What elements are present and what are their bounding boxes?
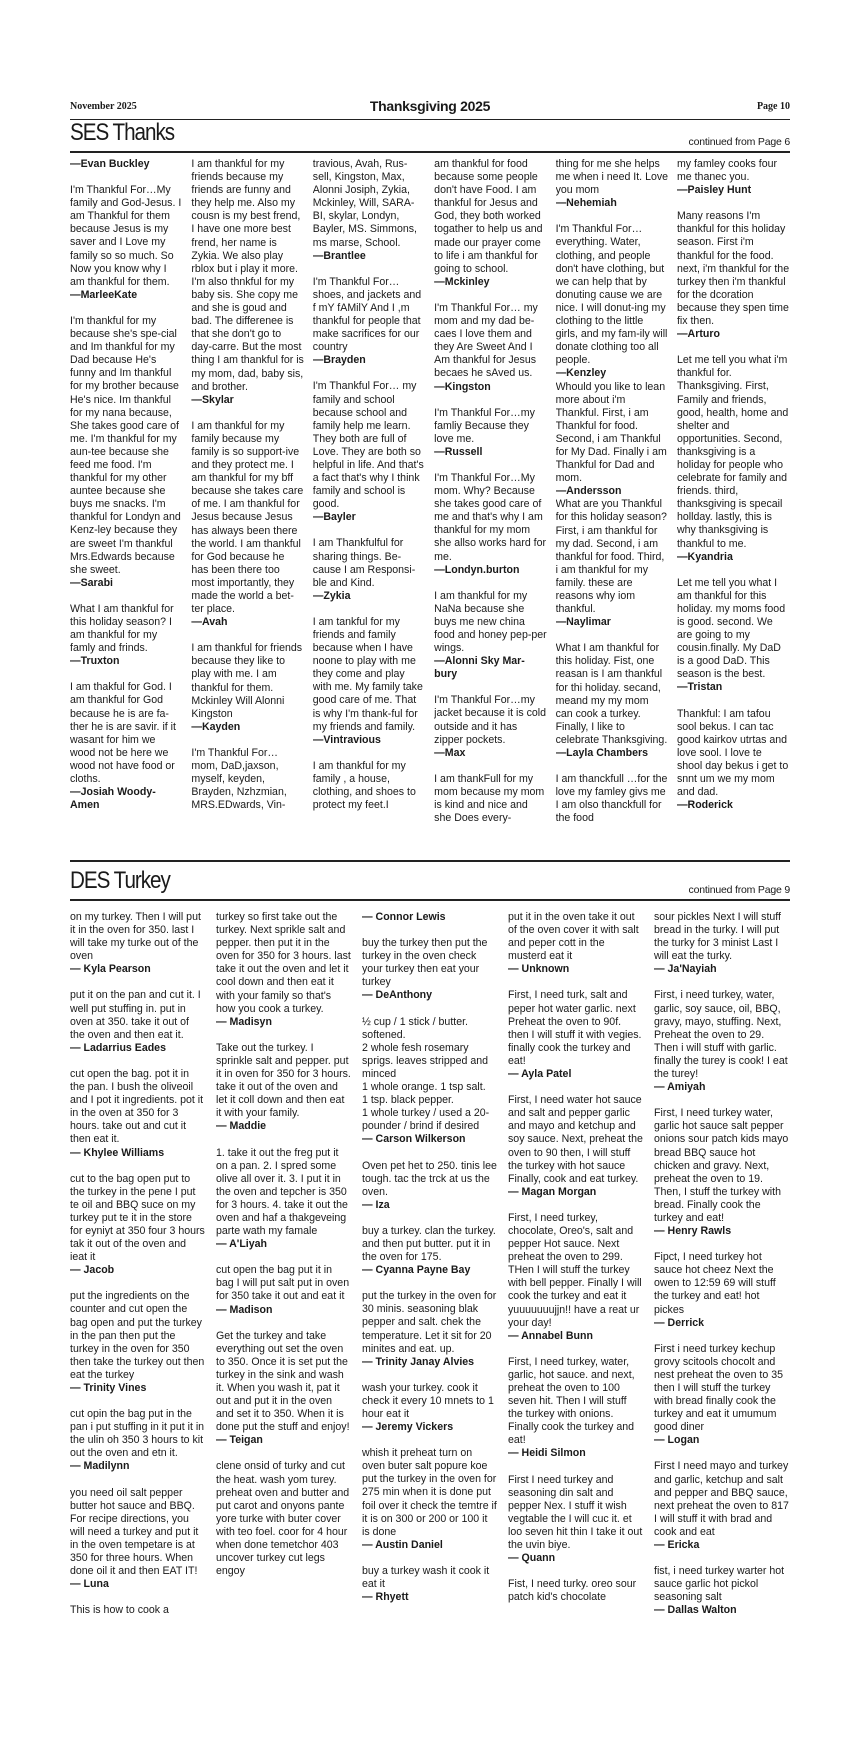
- entry-text: First, I need turkey water, garlic hot sauce salt pepper onions sour patch kids mayo bread BBQ sauce hot chicken and gravy. Next, preheat the oven to 19. Then, I stuff the turkey with bread. Finally cook the turkey and eat!: [654, 1107, 789, 1224]
- author-signature: —MarleeKate: [70, 288, 138, 301]
- author-signature: —Londyn.burton: [434, 563, 520, 576]
- des-title-divider: [70, 899, 790, 901]
- letter-entry: [70, 1290, 206, 1395]
- entry-text: I'm Thankful For… mom, DaD,jaxson, myself, keyden, Brayden, Nzhzmian, MRS.EDwards, Vin-: [191, 746, 287, 812]
- entry-text: you need oil salt pepper butter hot sauce and BBQ. For recipe directions, you will need a turkey and put it in the oven tempetare is at 350 for three hours. When done oil it and then EAT IT!: [70, 1486, 199, 1578]
- author-signature: —Bayler: [312, 511, 356, 524]
- letter-entry: [434, 302, 547, 394]
- letter-entry: [313, 276, 426, 368]
- author-signature: — Carson Wilkerson: [362, 1133, 466, 1146]
- author-signature: —Skylar: [191, 393, 234, 406]
- letter-entry: [654, 1460, 790, 1552]
- author-signature: —Truxton: [70, 655, 120, 668]
- page-number: Page 10: [756, 101, 790, 112]
- author-signature: —Russell: [434, 445, 483, 458]
- letter-entry: [70, 184, 183, 302]
- author-signature: — Logan: [654, 1434, 700, 1447]
- letter-entry: [70, 1068, 206, 1160]
- letter-entry: [362, 937, 498, 1002]
- letter-entry: [70, 1604, 206, 1617]
- entry-text: ½ cup / 1 stick / butter. softened. 2 whole fesh rosemary sprigs. leaves stripped and minced 1 whole orange. 1 tsp salt. 1 tsp. black pepper. 1 whole turkey / used a 20-pounder / brind if desired: [362, 1015, 490, 1133]
- author-signature: — Luna: [70, 1578, 109, 1591]
- entry-text: I'm Thankful For… my mom and my dad be-caes I love them and they Are Sweet And I Am thankful for Jesus becaes he sAved us.: [434, 301, 538, 380]
- author-signature: — DeAnthony: [362, 989, 433, 1002]
- entry-text: wash your turkey. cook it check it every 10 mnets to 1 hour eat it: [362, 1381, 494, 1420]
- letter-entry: [70, 989, 206, 1054]
- letter-entry: [313, 380, 426, 524]
- author-signature: —Kayden: [191, 720, 241, 733]
- entry-text: put it on the pan and cut it. I well put stuffing in. put in oven at 350. take it out of the oven and then eat it.: [70, 989, 201, 1041]
- entry-text: I am thankFull for my mom because my mom is kind and nice and she Does every-: [434, 772, 545, 825]
- author-signature: — Amiyah: [654, 1081, 706, 1094]
- letter-entry: [508, 1212, 644, 1343]
- letter-entry: [677, 577, 790, 695]
- author-signature: —Sarabi: [70, 576, 113, 589]
- letter-entry: [216, 1147, 352, 1252]
- author-signature: — Jacob: [70, 1264, 115, 1277]
- entry-text: buy the turkey then put the turkey in the oven check your turkey then eat your turkey: [362, 937, 488, 989]
- entry-text: fist, i need turkey warter hot sauce garlic hot pickol seasoning salt: [654, 1565, 785, 1604]
- ses-column-1: [70, 158, 183, 860]
- letter-entry: [654, 911, 790, 976]
- letter-entry: [434, 694, 547, 759]
- letter-entry: [70, 158, 183, 171]
- ses-columns: [70, 158, 790, 860]
- entry-text: put it in the oven take it out of the oven cover it with salt and peper cott in the musterd eat it: [508, 911, 639, 963]
- des-column-2: [216, 911, 352, 1671]
- author-signature: —Tristan: [676, 681, 723, 694]
- entry-text: First I need turkey and seasoning din salt and pepper Nex. I stuff it wish vegtable the I will cuc it. et loo seven hit thin I take it out the uvin biye.: [508, 1473, 643, 1552]
- letter-entry: [508, 1474, 644, 1566]
- letter-entry: [70, 1408, 206, 1473]
- author-signature: — Dallas Walton: [654, 1604, 737, 1617]
- entry-text: I am thakful for God. I am thankful for God because he is are fa-ther he is are savir. if it wasant for him we wood not be here we wood not have food or cloths.: [70, 681, 176, 786]
- letter-entry: [508, 1094, 644, 1199]
- entry-text: First, i need turkey, water, garlic, soy sauce, oil, BBQ, gravy, mayo, stuffing. Next, Preheat the oven to 29. Then i will stuff with garlic. finally the turey is cook! I eat the turey!: [654, 989, 788, 1081]
- entry-text: I'm Thankful For… my family and school because school and family help me learn. They both are full of Love. They are both so helpful in life. And that's a fact that's why I think family and school is good.: [312, 380, 424, 511]
- letter-entry: [70, 1173, 206, 1278]
- author-signature: —Andersson: [555, 485, 622, 498]
- letter-entry: [434, 472, 547, 577]
- letter-entry: [654, 1343, 790, 1448]
- entry-text: First i need turkey kechup grovy scitools chocolt and nest preheat the oven to 35 then I will stuff the turkey with bread finally cook the turkey and eat it umumum good diner: [654, 1342, 783, 1434]
- author-signature: —Max: [434, 746, 466, 759]
- author-signature: — Ayla Patel: [508, 1068, 572, 1081]
- des-section-title: DES Turkey: [70, 867, 170, 894]
- author-signature: — Trinity Janay Alvies: [362, 1355, 475, 1368]
- letter-entry: [70, 603, 183, 668]
- ses-title-divider: [70, 151, 790, 153]
- author-signature: —Zykia: [312, 589, 351, 602]
- letter-entry: [362, 1016, 498, 1147]
- letter-entry: [434, 158, 547, 289]
- author-signature: —Roderick: [676, 799, 733, 812]
- entry-text: First, I need turkey, water, garlic, hot sauce. and next, preheat the oven to 100 seven hit. Then I will stuff the turkey with onions. Finally cook the turkey and eat!: [508, 1355, 635, 1447]
- letter-entry: [677, 210, 790, 341]
- entry-text: Get the turkey and take everything out set the oven to 350. Once it is set put the turkey in the sink and wash it. When you wash it, pat it out and put it in the oven and set it to 350. When it is done put the stuff and enjoy!: [216, 1329, 350, 1434]
- ses-column-2: [191, 158, 304, 860]
- author-signature: — Rhyett: [362, 1591, 409, 1604]
- entry-text: Thankful: I am tafou sool bekus. I can tac good kairkov utrtas and love sool. I love te shool day bekus i get to snnt um we my mom and dad.: [676, 707, 789, 799]
- ses-column-5: [556, 158, 669, 860]
- entry-text: whish it preheat turn on oven buter salt popure koe put the turkey in the oven for 275 min when it is done put foil over it check the temtre if it is on 300 or 200 or 100 it is done: [362, 1447, 497, 1538]
- entry-text: I'm Thankful For…my famliy Because they love me.: [434, 406, 535, 445]
- section-divider: [70, 860, 790, 862]
- author-signature: — Quann: [508, 1552, 556, 1565]
- page-header: [70, 98, 790, 118]
- author-signature: — Connor Lewis: [362, 911, 446, 923]
- author-signature: — Magan Morgan: [508, 1185, 597, 1198]
- letter-entry: [191, 420, 304, 630]
- author-signature: — Unknown: [508, 963, 570, 976]
- entry-text: cut opin the bag put in the pan i put stuffing in it put it in the ulin oh 350 3 hours to kit out the oven and etn it.: [70, 1408, 205, 1460]
- letter-entry: [654, 1565, 790, 1617]
- entry-text: cut open the bag. pot it in the pan. I bush the oliveoil and I pot it ingredients. pot it in the oven at 350 for 3 hours. take out and cut it then eat it.: [70, 1067, 204, 1146]
- author-signature: — Khylee Williams: [70, 1146, 165, 1159]
- letter-entry: [191, 747, 304, 812]
- entry-text: Let me tell you what I am thankful for this holiday. my moms food is good. second. We are going to my cousin.finally. My DaD is a good DaD. This season is the best.: [676, 576, 786, 681]
- entry-text: put the ingredients on the counter and cut open the bag open and put the turkey in the pan then put the turkey in the oven for 350 then take the turkey out then eat the turkey: [70, 1290, 205, 1381]
- letter-entry: [70, 1487, 206, 1592]
- ses-continued-note: continued from Page 6: [688, 136, 790, 148]
- entry-text: I'm Thankful For…My family and God-Jesus. I am Thankful for them because Jesus is my saver and I Love my family so so much. So Now you know why I am thankful for them.: [70, 184, 182, 288]
- letter-entry: [216, 911, 352, 1029]
- entry-text: I'm Thankful For… everything. Water, clothing, and people don't have clothing, but we can help that by donuting cause we are nice. I will donut-ing my clothing to the little girls, and my fam-ily will donate clothing too all people.: [555, 223, 668, 367]
- entry-text: Fipct, I need turkey hot sauce hot cheez Next the owen to 12:59 69 will stuff the turkey and eat! hot pickes: [654, 1251, 776, 1316]
- letter-entry: [654, 1251, 790, 1330]
- letter-entry: [677, 158, 790, 197]
- letter-entry: [508, 1578, 644, 1604]
- entry-text: Fist, I need turky. oreo sour patch kid's chocolate: [508, 1578, 637, 1604]
- entry-text: Many reasons I'm thankful for this holiday season. First i'm thankful for the food. next, i'm thankful for the turkey then i'm thankful for the dcoration because they spen time fix then.: [676, 210, 790, 328]
- entry-text: buy a turkey wash it cook it eat it: [362, 1564, 490, 1591]
- author-signature: — A'Liyah: [216, 1238, 267, 1251]
- newspaper-section-title: Thanksgiving 2025: [369, 98, 491, 114]
- author-signature: — Ja'Nayiah: [654, 963, 717, 976]
- author-signature: —Avah: [191, 616, 228, 629]
- author-signature: — Trinity Vines: [70, 1382, 147, 1394]
- letter-entry: [362, 911, 498, 924]
- author-signature: — Kyla Pearson: [70, 963, 151, 976]
- author-signature: — Derrick: [654, 1316, 705, 1329]
- letter-entry: [508, 989, 644, 1081]
- author-signature: — Heidi Silmon: [508, 1447, 586, 1460]
- author-signature: —Paisley Hunt: [676, 184, 752, 197]
- author-signature: —Brayden: [312, 354, 366, 367]
- letter-entry: [556, 223, 669, 380]
- author-signature: —Layla Chambers: [555, 747, 648, 760]
- letter-entry: [556, 158, 669, 210]
- author-signature: — Madisyn: [216, 1015, 272, 1028]
- des-column-5: [654, 911, 790, 1671]
- letter-entry: [362, 1160, 498, 1212]
- author-signature: — Maddie: [216, 1120, 267, 1133]
- author-signature: —Josiah Woody-Amen: [70, 786, 156, 812]
- des-column-3: [362, 911, 498, 1671]
- ses-column-4: [434, 158, 547, 860]
- entry-text: cut open the bag put it in bag I will put salt put in oven for 350 take it out and eat it: [216, 1264, 350, 1303]
- entry-text: Take out the turkey. I sprinkle salt and pepper. put it in oven for 350 for 3 hours. take it out of the oven and let it coll down and then eat it with your family.: [216, 1041, 351, 1120]
- entry-text: What I am thankful for this holiday season? I am thankful for my famly and frinds.: [70, 602, 174, 655]
- letter-entry: [434, 773, 547, 825]
- entry-text: This is how to cook a: [70, 1604, 169, 1617]
- author-signature: —Evan Buckley: [70, 158, 150, 170]
- entry-text: I am tankful for my friends and family because when I have noone to play with me they come and play with me. My family take good care of me. That is why I'm thank-ful for my friends and family.: [312, 615, 423, 733]
- letter-entry: [70, 315, 183, 590]
- letter-entry: [556, 773, 669, 825]
- letter-entry: [556, 642, 669, 760]
- letter-entry: [216, 1330, 352, 1448]
- entry-text: First, I need water hot sauce and salt and pepper garlic and mayo and ketchup and soy sauce. Next, preheat the oven to 90 then, I will stuff the turkey with hot sauce Finally, cook and eat turkey.: [508, 1094, 643, 1185]
- author-signature: — Teigan: [216, 1434, 263, 1447]
- author-signature: — Jeremy Vickers: [362, 1421, 454, 1434]
- entry-text: I'm Thankful For… shoes, and jackets and f mY fAMilY And I ,m thankful for people that make sacrifices for our country: [312, 275, 422, 354]
- entry-text: I am thanckfull …for the love my famley givs me I am olso thanckfull for the food: [555, 773, 668, 825]
- letter-entry: [677, 354, 790, 564]
- ses-section-title: SES Thanks: [70, 119, 175, 146]
- author-signature: —Alonni Sky Mar-bury: [434, 655, 525, 681]
- ses-column-6: [677, 158, 790, 860]
- author-signature: — Austin Daniel: [362, 1538, 443, 1551]
- letter-entry: [434, 407, 547, 459]
- author-signature: — Henry Rawls: [654, 1225, 732, 1238]
- des-column-1: [70, 911, 206, 1671]
- entry-text: I am Thankfulful for sharing things. Be-cause I am Responsi-ble and Kind.: [312, 537, 416, 589]
- author-signature: —Nehemiah: [555, 197, 617, 210]
- letter-entry: [70, 681, 183, 812]
- entry-text: I am thankful for my NaNa because she buys me new china food and honey pep-per wings.: [434, 589, 547, 655]
- author-signature: —Naylimar: [555, 616, 611, 629]
- entry-text: First, I need turk, salt and peper hot water garlic. next Preheat the oven to 90f. then I will stuff it with vegies. finally cook the turkey and eat!: [508, 989, 642, 1067]
- author-signature: — Iza: [362, 1198, 390, 1211]
- des-columns: [70, 911, 790, 1671]
- entry-text: on my turkey. Then I will put it in the oven for 350. last I will take my turke out of the oven: [70, 911, 201, 963]
- author-signature: — Annabel Bunn: [508, 1329, 593, 1342]
- entry-text: I am thankful for my friends because my friends are funny and they help me. Also my cousn is my best frend, I have one more best frend, her name is Zykia. We also play rblox but i play it more. I'm also thnkful for my baby sis. She copy me and she is goud and bad. The differenee is that she don't go to day-carre. But the most thing I am thankful for is my mom, dad, baby sis, and brother.: [191, 158, 304, 393]
- entry-text: I am thankful for my family because my family is so support-ive and they protect me. I am thankful for my bff because she takes care of me. I am thankful for Jesus because Jesus has always been there the world. I am thankful for God because he has been there too most importantly, they made the world a bet-ter place.: [191, 419, 304, 616]
- letter-entry: [216, 1042, 352, 1134]
- letter-entry: [70, 911, 206, 976]
- author-signature: — Ericka: [654, 1539, 700, 1552]
- entry-text: my famley cooks four me thanec you.: [676, 158, 778, 184]
- letter-entry: [508, 911, 644, 976]
- author-signature: — Madilynn: [70, 1460, 130, 1473]
- header-divider: [70, 119, 790, 120]
- author-signature: — Madison: [216, 1303, 273, 1316]
- entry-text: First, I need turkey, chocolate, Oreo's, salt and pepper Hot sauce. Next preheat the oven to 299. THen I will stuff the turkey with bell pepper. Finally I will cook the turkey and eat it yuuuuuuujjn!! have a reat ur your day!: [508, 1211, 642, 1329]
- entry-text: Let me tell you what i'm thankful for. Thanksgiving. First, Family and friends, good, health, home and shelter and opportunities. Second, thanksgiving is a holiday for people who celebrate for family and friends. third, thanksgiving is specail hollday. lastly, this is why thanksgiving is thankful to me.: [676, 354, 789, 550]
- entry-text: I'm Thankful For…my jacket because it is cold outside and it has zipper pockets.: [434, 694, 547, 746]
- entry-text: put the turkey in the oven for 30 minis. seasoning blak pepper and salt. chek the temperature. Let it sit for 20 minites and eat. up.: [362, 1290, 497, 1355]
- letter-entry: [216, 1460, 352, 1578]
- entry-text: am thankful for food because some people don't have Food. I am thankful for Jesus and God, they both worked togather to help us and made our prayer come to life i am thankful for going to school.: [434, 158, 543, 275]
- entry-text: turkey so first take out the turkey. Next sprikle salt and pepper. then put it in the oven for 350 for 3 hours. last take it out the oven and let it cool down and then eat it with your family so that's how you cook a turkey.: [216, 911, 351, 1015]
- author-signature: —Vintravious: [312, 733, 381, 746]
- author-signature: —Brantlee: [312, 249, 366, 262]
- letter-entry: [362, 1225, 498, 1277]
- entry-text: What are you Thankful for this holiday season? First, i am thankful for my dad. Second, i am thankful for food. Third, i am thankful for my family. these are reasons why iom thankful.: [555, 498, 667, 616]
- author-signature: — Cyanna Payne Bay: [362, 1264, 471, 1277]
- entry-text: buy a turkey. clan the turkey. and then put butter. put it in the oven for 175.: [362, 1224, 496, 1264]
- letter-entry: [362, 1565, 498, 1604]
- letter-entry: [434, 590, 547, 682]
- entry-text: 1. take it out the freg put it on a pan. 2. I spred some olive all over it. 3. I put it in the oven and tepcher is 350 for 3 hours. 4. take it out the oven and haf a thakgeveing parte wath my famale: [216, 1146, 348, 1238]
- letter-entry: [556, 381, 669, 499]
- entry-text: thing for me she helps me when i need It. Love you mom: [555, 158, 669, 197]
- letter-entry: [654, 1107, 790, 1238]
- author-signature: —Arturo: [676, 328, 720, 341]
- entry-text: sour pickles Next I will stuff bread in the turky. I will put the turky for 3 minist Last I will eat the turky.: [654, 911, 781, 963]
- author-signature: —Kenzley: [555, 367, 607, 380]
- letter-entry: [508, 1356, 644, 1461]
- entry-text: clene onsid of turky and cut the heat. wash yom turey. preheat oven and butter and put carot and onyons pante yore turke with buter cover with teo foel. coor for 4 hour when done temetchor 403 uncover turkey cut legs engoy: [216, 1460, 350, 1578]
- entry-text: I am thankful for friends because they like to play with me. I am thankful for them. Mckinley Will Alonni Kingston: [191, 642, 303, 720]
- author-signature: —Mckinley: [434, 275, 490, 288]
- entry-text: cut to the bag open put to the turkey in the pene I put te oil and BBQ suce on my turkey put te it in the store for eyniyt at 350 four 3 hours tak it out of the oven and ieat it: [70, 1172, 205, 1264]
- entry-text: What I am thankful for this holiday. Fist, one reasan is I am thankful for thi holiday. secand, meand my my mom can cook a turkey. Finally, I like to celebrate Thanksgiving.: [555, 642, 668, 746]
- entry-text: I'm Thankful For…My mom. Why? Because she takes good care of me and that's why I am thankful for my mom she allso works hard for me.: [434, 471, 547, 563]
- des-column-4: [508, 911, 644, 1671]
- letter-entry: [191, 158, 304, 407]
- letter-entry: [191, 642, 304, 734]
- ses-column-3: [313, 158, 426, 860]
- entry-text: Oven pet het to 250. tinis lee tough. tac the trck at us the oven.: [362, 1159, 497, 1198]
- letter-entry: [216, 1264, 352, 1316]
- entry-text: travious, Avah, Rus-sell, Kingston, Max, Alonni Josiph, Zykia, Mckinley, Will, SARA-BI, skylar, Londyn, Bayler, MS. Simmons, ms marse, School.: [312, 158, 417, 249]
- letter-entry: [362, 1447, 498, 1552]
- entry-text: I'm thankful for my because she's spe-cial and Im thankful for my Dad because He's funny and Im thankful for my brother because He's nice. Im thankful for my nana because, She takes good care of me. I'm thankful for my aun-tee because she feed me food. I'm thankful for my other auntee because she buys me snacks. I'm thankful for Londyn and Kenz-ley because they are sweet I'm thankful Mrs.Edwards because she sweet.: [70, 314, 181, 576]
- entry-text: First I need mayo and turkey and garlic, ketchup and salt and pepper and BBQ sauce, next preheat the oven to 817 I will stuff it with brad and cook and eat: [654, 1460, 789, 1538]
- letter-entry: [362, 1382, 498, 1434]
- letter-entry: [677, 708, 790, 813]
- letter-entry: [654, 989, 790, 1094]
- letter-entry: [556, 498, 669, 629]
- letter-entry: [313, 537, 426, 602]
- letter-entry: [313, 158, 426, 263]
- des-continued-note: continued from Page 9: [688, 884, 790, 896]
- author-signature: —Kingston: [434, 380, 491, 393]
- author-signature: —Kyandria: [676, 550, 733, 563]
- author-signature: — Ladarrius Eades: [70, 1041, 166, 1054]
- entry-text: I am thankful for my family , a house, clothing, and shoes to protect my feet.I: [312, 759, 416, 812]
- letter-entry: [313, 760, 426, 812]
- letter-entry: [313, 616, 426, 747]
- issue-date: November 2025: [70, 101, 137, 112]
- letter-entry: [362, 1290, 498, 1369]
- entry-text: Whould you like to lean more about i'm Thankful. First, i am Thankful for food. Second, i am Thankful for My Dad. Finally i am Thankful for Dad and mom.: [555, 380, 667, 485]
